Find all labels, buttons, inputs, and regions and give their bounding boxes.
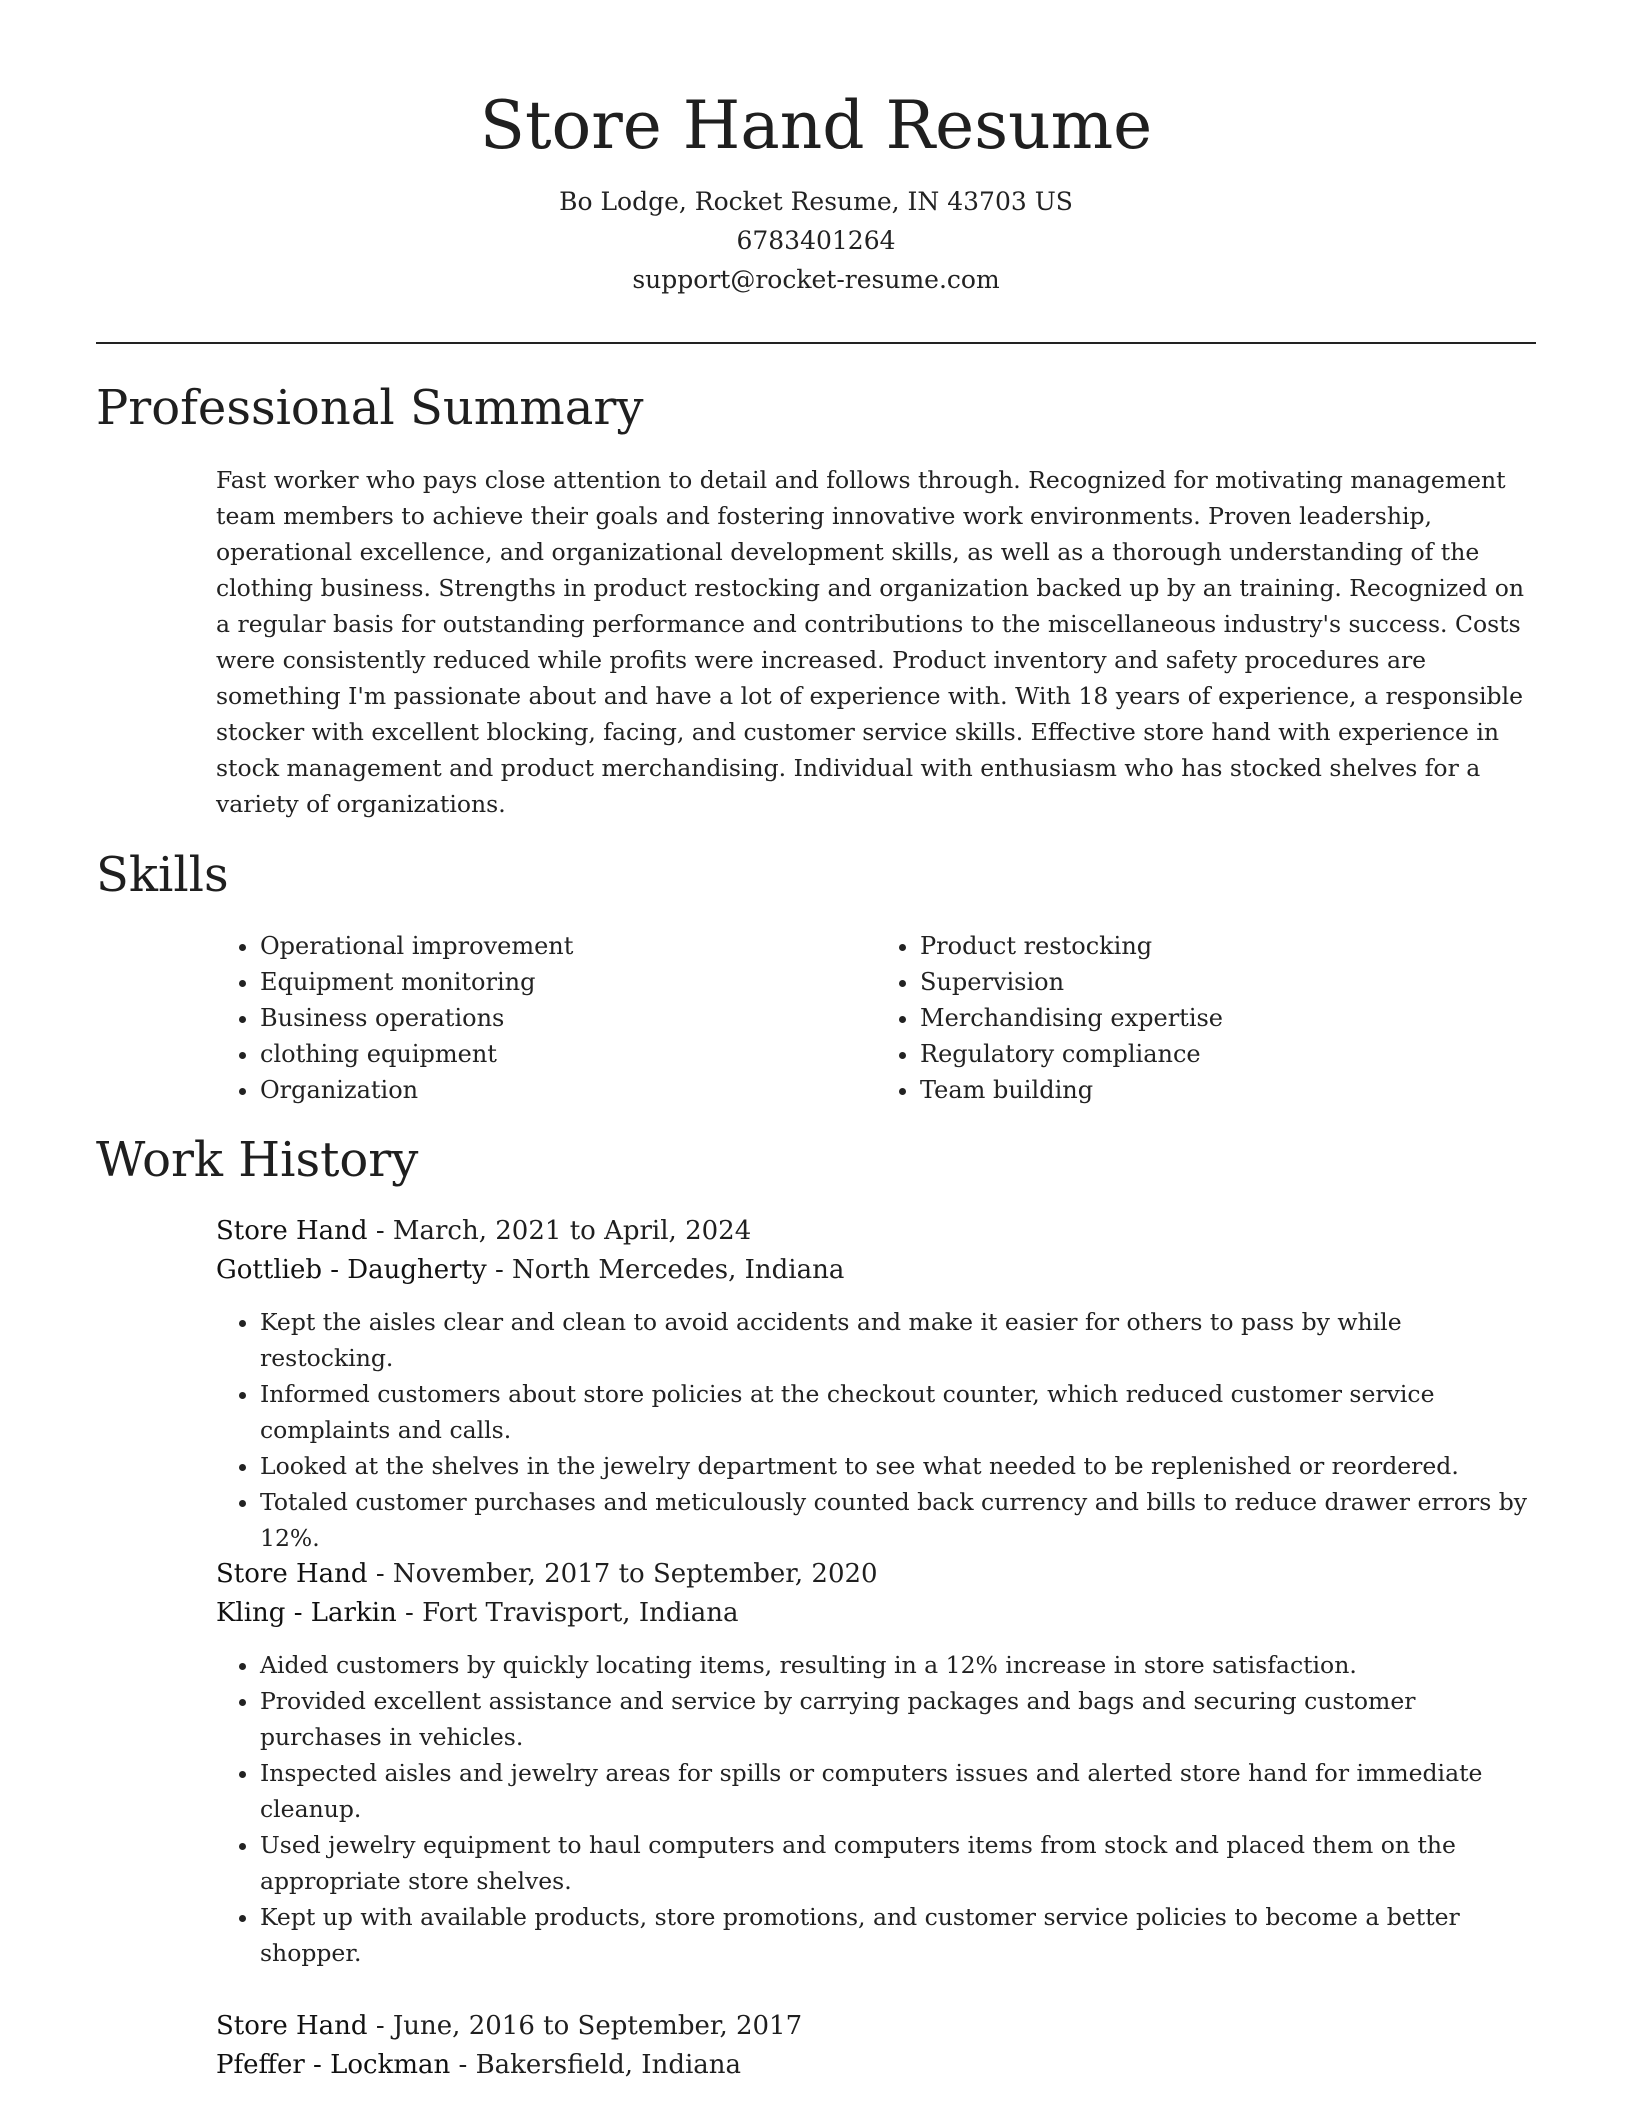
skill-item: • clothing equipment (260, 1036, 876, 1072)
contact-address: Bo Lodge, Rocket Resume, IN 43703 US (559, 187, 1073, 216)
job-entry (216, 1212, 1536, 1556)
resume-title: Store Hand Resume (479, 87, 1153, 164)
skill-item: • Regulatory compliance (920, 1036, 1536, 1072)
contact-email: support@rocket-resume.com (632, 265, 1000, 294)
job-company: Gottlieb - Daugherty (216, 1255, 487, 1285)
resume-header (96, 82, 1536, 299)
header-divider (96, 342, 1536, 344)
job-entry (216, 1555, 1536, 1971)
job-bullets (216, 1647, 1536, 1971)
job-title: Store Hand (216, 2011, 368, 2041)
job-company: Pfeffer - Lockman (216, 2050, 451, 2080)
job-location: - Bakersfield, Indiana (450, 2050, 742, 2080)
skills-column-right (876, 928, 1536, 1108)
summary-heading: Professional Summary (96, 380, 644, 436)
job-title-line (216, 1555, 1536, 1594)
skills-column-left (216, 928, 876, 1108)
contact-phone: 6783401264 (736, 226, 896, 255)
job-company-line (216, 1594, 1536, 1633)
job-location: - North Mercedes, Indiana (486, 1255, 845, 1285)
job-title: Store Hand (216, 1216, 368, 1246)
job-bullet: • Kept the aisles clear and clean to avoid accidents and make it easier for others to pass by while restocking. (260, 1304, 1536, 1376)
work-history-heading: Work History (96, 1132, 419, 1188)
job-company-line (216, 1251, 1536, 1290)
job-dates: - March, 2021 to April, 2024 (367, 1216, 752, 1246)
contact-block (96, 182, 1536, 299)
job-bullets (216, 1304, 1536, 1556)
job-title-line (216, 2007, 1536, 2046)
job-bullet: • Used jewelry equipment to haul computers and computers items from stock and placed them on the appropriate store shelves. (260, 1827, 1536, 1899)
job-bullet: • Totaled customer purchases and meticulously counted back currency and bills to reduce drawer errors by 12%. (260, 1484, 1536, 1556)
skills-list (216, 928, 1536, 1108)
skill-item: • Operational improvement (260, 928, 876, 964)
job-entry (216, 2007, 1536, 2085)
job-company: Kling - Larkin (216, 1598, 397, 1628)
skill-item: • Merchandising expertise (920, 1000, 1536, 1036)
job-title-line (216, 1212, 1536, 1251)
job-location: - Fort Travisport, Indiana (396, 1598, 739, 1628)
skill-item: • Organization (260, 1072, 876, 1108)
job-title: Store Hand (216, 1559, 368, 1589)
skill-item: • Equipment monitoring (260, 964, 876, 1000)
job-bullet: • Informed customers about store policies at the checkout counter, which reduced customer service complaints and calls. (260, 1376, 1536, 1448)
skills-heading: Skills (96, 847, 229, 903)
job-bullet: • Provided excellent assistance and service by carrying packages and bags and securing customer purchases in vehicles. (260, 1683, 1536, 1755)
job-bullet: • Aided customers by quickly locating items, resulting in a 12% increase in store satisfaction. (260, 1647, 1536, 1683)
job-bullet: • Inspected aisles and jewelry areas for spills or computers issues and alerted store hand for immediate cleanup. (260, 1755, 1536, 1827)
skill-item: • Business operations (260, 1000, 876, 1036)
summary-text: Fast worker who pays close attention to detail and follows through. Recognized for motivating management team members to achieve their goals and fostering innovative work environments. Proven leadership, operational excellence, and organizational development skills, as well as a thorough understanding of the clothing business. Strengths in product restocking and organization backed up by an training. Recognized on a regular basis for outstanding performance and contributions to the miscellaneous industry's success. Costs were consistently reduced while profits were increased. Product inventory and safety procedures are something I'm passionate about and have a lot of experience with. With 18 years of experience, a responsible stocker with excellent blocking, facing, and customer service skills. Effective store hand with experience in stock management and product merchandising. Individual with enthusiasm who has stocked shelves for a variety of organizations. (216, 466, 1524, 818)
job-company-line (216, 2046, 1536, 2085)
job-dates: - November, 2017 to September, 2020 (367, 1559, 878, 1589)
job-bullet: • Looked at the shelves in the jewelry department to see what needed to be replenished or reordered. (260, 1448, 1536, 1484)
skill-item: • Product restocking (920, 928, 1536, 964)
skill-item: • Supervision (920, 964, 1536, 1000)
skill-item: • Team building (920, 1072, 1536, 1108)
job-dates: - June, 2016 to September, 2017 (367, 2011, 803, 2041)
job-bullet: • Kept up with available products, store promotions, and customer service policies to become a better shopper. (260, 1899, 1536, 1971)
